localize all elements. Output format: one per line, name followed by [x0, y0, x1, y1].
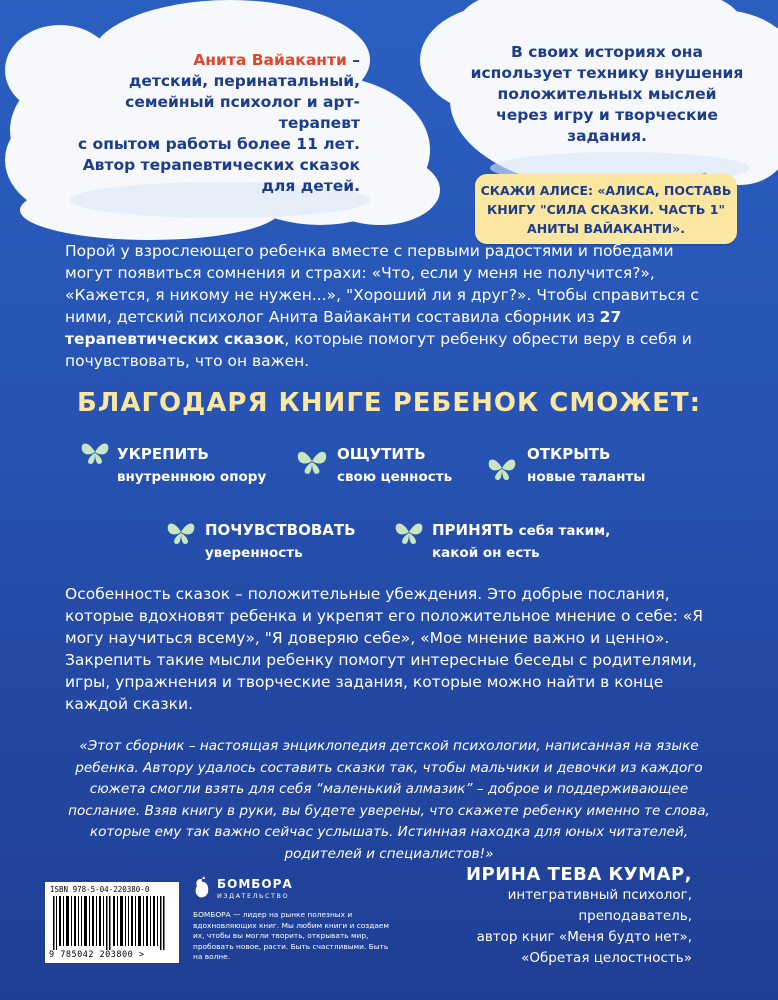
technique-line: через игру и творческие [496, 106, 718, 124]
features-paragraph: Особенность сказок – положительные убеждения. Это добрые послания, которые вдохновят ребенка и укрепят его положительное мнение о себе: «Я могу научиться всему», "Я доверяю себе», «Мое мнение важно и ценно». Закрепить такие мысли ребенку помогут интересные беседы с родителями, игры, упражнения и творческие задания, которые можно найти в конце каждой сказки. [65, 585, 703, 713]
barcode-digits: 9 785042 203800 > [49, 950, 145, 960]
author-bio-line: с опытом работы более 11 лет. [77, 135, 360, 153]
benefit-item [432, 520, 610, 561]
author-bio-line: детский, перинатальный, [128, 72, 360, 90]
benefit-verb: ОЩУТИТЬ [337, 445, 426, 463]
benefits-heading: БЛАГОДАРЯ КНИГЕ РЕБЕНОК СМОЖЕТ: [76, 388, 702, 418]
isbn-barcode [45, 882, 179, 963]
butterfly-icon [487, 454, 517, 482]
butterfly-icon [166, 518, 196, 546]
butterfly-icon [296, 446, 328, 476]
benefit-sub: какой он есть [432, 545, 540, 561]
alice-line: АНИТЫ ВАЙАКАНТИ». [527, 221, 685, 236]
reviewer-title: автор книг «Меня будто нет», [476, 929, 692, 945]
benefit-item [337, 444, 452, 485]
intro-paragraph [65, 240, 705, 372]
intro-text-end: , которые помогут ребенку обрести веру в себя и почувствовать, что он важен. [65, 330, 692, 370]
technique-line: положительных мыслей [497, 85, 717, 103]
intro-text: Порой у взрослеющего ребенка вместе с первыми радостями и победами могут появиться сомнения и страхи: «Что, если у меня не получится?», «Кажется, я никому не нужен...», "Хороший ли я друг?». Чтобы справиться с ними, детский психолог Анита Вайаканти составила сборник из [65, 242, 699, 326]
benefit-sub: уверенность [205, 545, 303, 561]
publisher-name: БОМБОРА [217, 876, 293, 891]
reviewer-name: ИРИНА ТЕВА КУМАР, [465, 864, 692, 885]
author-bio-line: семейный психолог и арт-терапевт [125, 93, 360, 132]
reviewer-title: интегративный психолог, преподаватель, [507, 887, 692, 924]
author-bio-line: для детей. [261, 177, 360, 195]
author-name: Анита Вайаканти [193, 51, 347, 69]
barcode-bars [53, 896, 171, 950]
technique-line: задания. [567, 127, 647, 145]
reviewer-title: «Обретая целостность» [521, 950, 692, 966]
isbn-label: ISBN 978-5-04-220380-0 [50, 885, 150, 894]
author-bio-line: – [346, 51, 360, 69]
benefit-sub: свою ценность [337, 469, 453, 485]
author-bio-line: Автор терапевтических сказок [82, 156, 360, 174]
publisher-description: БОМБОРА — лидер на рынке полезных и вдохновляющих книг. Мы любим книги и создаем их, чтобы вы могли творить, открывать мир, пробовать новое, расти. Быть счастливыми. Быть на волне. [193, 910, 389, 961]
review-quote: «Этот сборник – настоящая энциклопедия детской психологии, написанная на языке ребенка. Автору удалось составить сказки так, чтобы мальчики и девочки из каждого сюжета смогли взять для себя “маленький алмазик” – доброе и поддерживающее послание. Взяв книгу в руки, вы будете уверены, что скажете ребенку именно те слова, которые ему так важно сейчас услышать. Истинная находка для юных читателей, родителей и специалистов!» [68, 738, 710, 862]
butterfly-icon [394, 518, 424, 546]
benefit-item [205, 520, 356, 561]
alice-line: СКАЖИ АЛИСЕ: «АЛИСА, ПОСТАВЬ [480, 183, 732, 198]
technique-line: использует технику внушения [470, 64, 744, 82]
butterfly-icon [80, 438, 110, 466]
technique-description [462, 42, 752, 147]
author-bio [70, 50, 360, 197]
benefit-item [527, 444, 646, 485]
intro-highlight: 27 терапевтических сказок [65, 308, 622, 348]
benefit-sub: внутреннюю опору [117, 469, 267, 485]
technique-line: В своих историях она [511, 43, 703, 61]
publisher-subtitle: ИЗДАТЕЛЬСТВО [217, 891, 290, 900]
publisher-info [193, 876, 393, 963]
benefit-verb: ОТКРЫТЬ [527, 445, 611, 463]
benefit-verb: ПОЧУВСТВОВАТЬ [205, 521, 356, 539]
alice-voice-prompt [475, 174, 737, 244]
benefit-item [117, 444, 266, 485]
benefit-sub: новые таланты [527, 469, 646, 485]
quote-attribution [420, 864, 692, 969]
benefit-rest: себя таким, [513, 523, 611, 539]
alice-line: КНИГУ "СИЛА СКАЗКИ. ЧАСТЬ 1" [487, 202, 725, 217]
publisher-logo-icon [193, 876, 211, 900]
benefit-verb: ПРИНЯТЬ [432, 521, 514, 539]
benefit-verb: УКРЕПИТЬ [117, 445, 209, 463]
